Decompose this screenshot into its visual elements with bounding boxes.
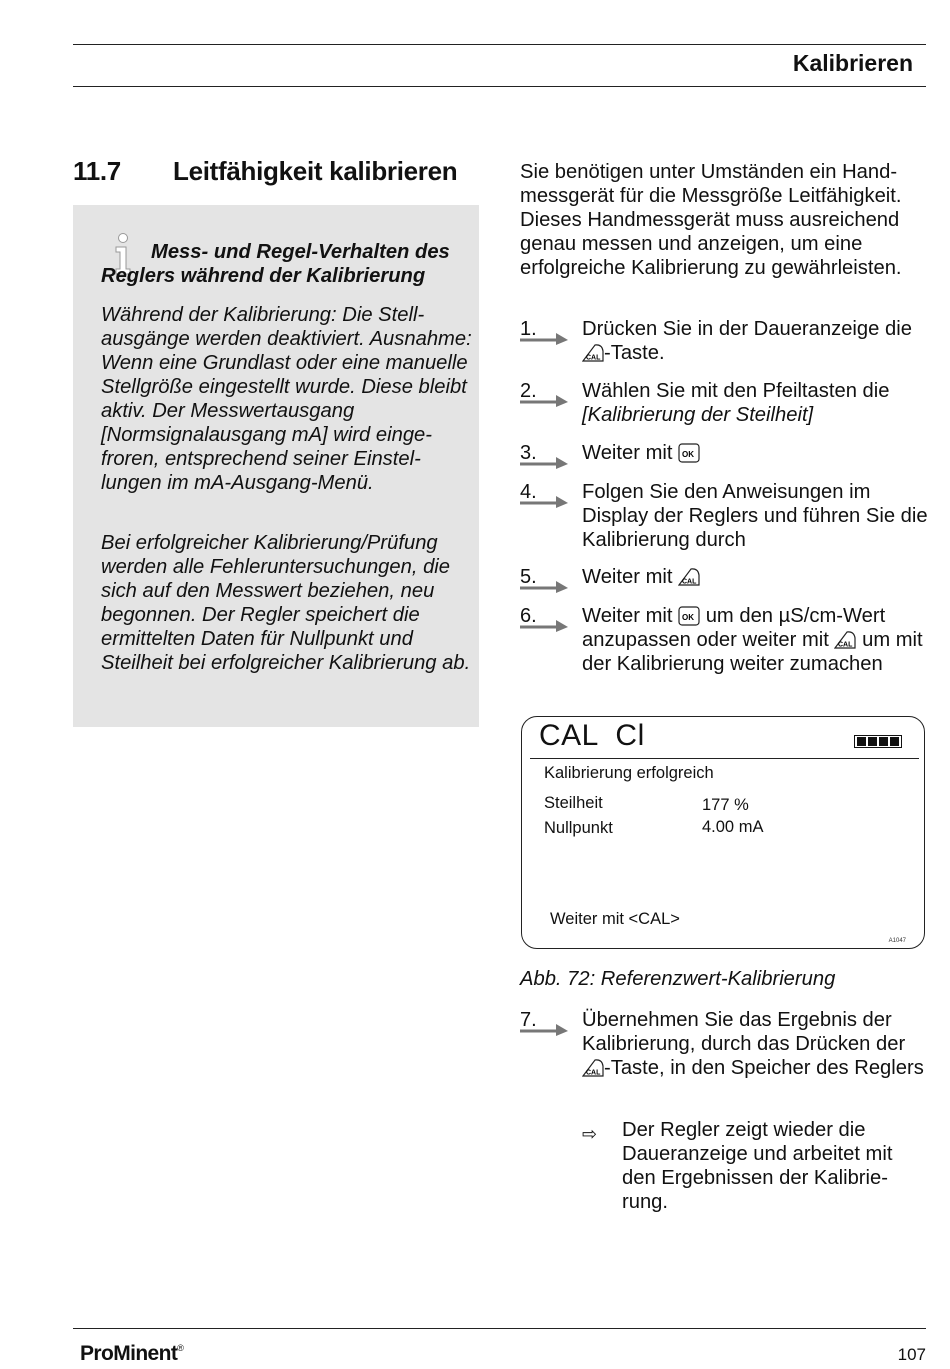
header-bottom-rule	[73, 86, 926, 87]
step-arrow-icon	[520, 455, 570, 469]
display-value-nullpunkt: 4.00 mA	[702, 818, 764, 836]
info-paragraph-2: Bei erfolgreicher Kalibrierung/Prüfung werden alle Fehleruntersuchungen, die sich auf den Messwert beziehen, neu begonnen. Der Regler speichert die ermittelten Daten für Nullpunkt und Steilheit bei erfolgreicher Kalibrierung ab.	[101, 532, 471, 674]
cal-key-icon	[582, 1058, 604, 1078]
step-arrow-icon	[520, 393, 570, 407]
step-arrow-icon	[520, 331, 570, 345]
page-number: 107	[897, 1345, 926, 1364]
cal-key-icon	[678, 567, 700, 587]
result-arrow-icon: ⇨	[582, 1124, 598, 1144]
section-title: Leitfähigkeit kalibrieren	[173, 156, 458, 186]
step-number: 3.	[520, 442, 537, 464]
svg-text:CAL: CAL	[682, 578, 697, 586]
cal-key-icon	[834, 630, 856, 650]
step-number: 2.	[520, 380, 537, 402]
figure-caption: Abb. 72: Referenzwert-Kalibrierung	[520, 968, 836, 990]
prominent-logo: ProMinent®	[80, 1342, 184, 1365]
svg-text:OK: OK	[682, 450, 695, 459]
svg-text:OK: OK	[682, 613, 695, 622]
controller-display	[521, 716, 925, 949]
step-text: Weiter mit OK um den µS/cm-Wert anzupassen oder weiter mit CAL um mit der Kalibrierung weiter zumachen	[582, 605, 923, 675]
step-text: Weiter mit OK	[582, 441, 930, 465]
step-number: 1.	[520, 318, 537, 340]
display-title: CAL Cl	[539, 719, 645, 752]
section-heading	[73, 156, 457, 187]
step-text: Übernehmen Sie das Ergebnis der Kalibrierung, durch das Drücken der CAL -Taste, in den Speicher des Reglers	[582, 1009, 924, 1079]
step-number: 6.	[520, 605, 537, 627]
step-number: 4.	[520, 481, 537, 503]
display-status-text: Kalibrierung erfolgreich	[544, 764, 714, 782]
ok-key-icon	[678, 606, 700, 626]
step-text: Folgen Sie den Anweisungen im Display der Reglers und führen Sie die Kalibrierung durch	[582, 481, 928, 551]
info-title	[101, 240, 473, 288]
step-number: 5.	[520, 566, 537, 588]
header-title: Kalibrieren	[792, 50, 913, 76]
step-arrow-icon	[520, 579, 570, 593]
display-footer: Weiter mit <CAL>	[550, 910, 680, 928]
info-paragraph-1: Während der Kalibrierung: Die Stellausgänge werden deaktiviert. Ausnahme: Wenn eine Grundlast oder eine manuelle Stellgröße eingestellt wurde. Diese bleibt aktiv. Der Messwertausgang [Normsignalausgang mA] wird eingefroren, entsprechend seiner Einstellungen im mA-Ausgang-Menü.	[101, 304, 472, 494]
intro-paragraph: Sie benötigen unter Umständen ein Handmessgerät für die Messgröße Leitfähigkeit. Dieses Handmessgerät muss ausreichend genau messen und anzeigen, um eine erfolgreiche Kalibrierung zu gewährleisten.	[520, 161, 902, 279]
display-label-steilheit: Steilheit	[544, 794, 603, 812]
step-number: 7.	[520, 1009, 537, 1031]
svg-text:CAL: CAL	[838, 641, 853, 649]
step-arrow-icon	[520, 494, 570, 508]
footer-rule	[73, 1328, 926, 1329]
ok-key-icon	[678, 443, 700, 463]
cal-key-icon	[582, 343, 604, 363]
step-text: Drücken Sie in der Daueranzeige die CAL -Taste.	[582, 318, 912, 364]
svg-text:CAL: CAL	[586, 354, 601, 362]
display-value-steilheit: 177 %	[702, 796, 749, 814]
display-divider	[530, 758, 919, 759]
step-text: Weiter mit CAL	[582, 565, 930, 589]
info-title-text: Mess- und Regel-Verhalten des Reglers während der Kalibrierung	[101, 241, 450, 287]
result-text: Der Regler zeigt wieder die Daueranzeige und arbeitet mit den Ergebnissen der Kalibrierung.	[622, 1119, 893, 1213]
display-status-indicator	[854, 735, 902, 748]
step-arrow-icon	[520, 618, 570, 632]
svg-text:CAL: CAL	[586, 1069, 601, 1077]
display-ref: A1047	[888, 938, 906, 944]
display-label-nullpunkt: Nullpunkt	[544, 819, 613, 837]
step-text: Wählen Sie mit den Pfeiltasten die [Kalibrierung der Steilheit]	[582, 380, 890, 426]
header-top-rule	[73, 44, 926, 45]
section-number: 11.7	[73, 156, 121, 186]
step-arrow-icon	[520, 1022, 570, 1036]
